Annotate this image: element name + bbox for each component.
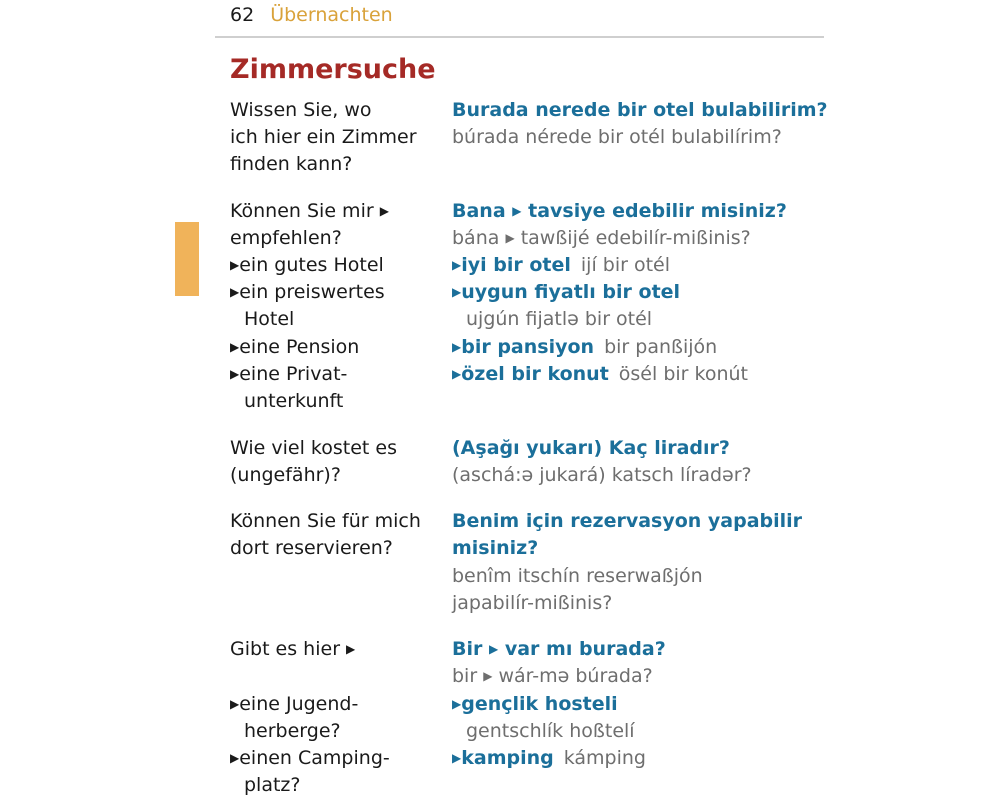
german-phrase: ▶eine Privat- — [230, 363, 348, 385]
section-name: Übernachten — [270, 4, 393, 26]
triangle-marker-icon: ▶ — [488, 642, 499, 656]
pronunciation: ijí bir otél — [580, 254, 671, 276]
pronunciation: ujgún fijatlə bir otél — [466, 308, 653, 330]
triangle-marker-icon: ▶ — [230, 258, 240, 272]
pronunciation: bána ▶ tawßijé edebilír-mißinis? — [452, 227, 751, 249]
german-phrase: platz? — [244, 774, 301, 796]
pronunciation: benîm itschín reserwaßjón — [452, 565, 703, 587]
turkish-phrase: ▶uygun fiyatlı bir otel — [452, 281, 681, 303]
triangle-marker-icon: ▶ — [452, 340, 462, 354]
triangle-marker-icon: ▶ — [452, 697, 462, 711]
triangle-marker-icon: ▶ — [452, 367, 462, 381]
turkish-phrase: Burada nerede bir otel bulabilirim? — [452, 99, 828, 121]
triangle-marker-icon: ▶ — [452, 285, 462, 299]
german-phrase: finden kann? — [230, 153, 353, 175]
german-phrase: Wissen Sie, wo — [230, 99, 372, 121]
triangle-marker-icon: ▶ — [505, 231, 515, 245]
turkish-phrase-with-pronunciation — [452, 361, 748, 388]
turkish-phrase: ▶kamping — [452, 747, 554, 769]
turkish-phrase: ▶iyi bir otel — [452, 254, 571, 276]
triangle-marker-icon: ▶ — [230, 340, 240, 354]
pronunciation: gentschlík hoßtelí — [466, 720, 635, 742]
german-phrase: Können Sie mir ▶ — [230, 200, 389, 222]
german-phrase: ▶eine Pension — [230, 336, 360, 358]
triangle-marker-icon: ▶ — [230, 367, 240, 381]
turkish-phrase: (Aşağı yukarı) Kaç liradır? — [452, 437, 730, 459]
pronunciation: bir panßijón — [604, 336, 718, 358]
turkish-phrase: Bana ▶ tavsiye edebilir misiniz? — [452, 200, 787, 222]
german-phrase: ▶eine Jugend- — [230, 693, 359, 715]
page-number: 62 — [230, 4, 255, 26]
turkish-phrase: ▶bir pansiyon — [452, 336, 595, 358]
turkish-phrase-with-pronunciation — [452, 745, 646, 772]
pronunciation: (aschá:ə jukará) katsch líradər? — [452, 464, 752, 486]
german-phrase: herberge? — [244, 720, 341, 742]
triangle-marker-icon: ▶ — [379, 204, 389, 218]
turkish-phrase-with-pronunciation — [452, 334, 717, 361]
triangle-marker-icon: ▶ — [452, 258, 462, 272]
triangle-marker-icon: ▶ — [452, 751, 462, 765]
turkish-phrase: ▶özel bir konut — [452, 363, 609, 385]
triangle-marker-icon: ▶ — [483, 669, 493, 683]
german-phrase: Können Sie für mich — [230, 510, 421, 532]
pronunciation: kámping — [563, 747, 646, 769]
pronunciation: japabilír-mißinis? — [452, 592, 613, 614]
german-phrase: ▶einen Camping- — [230, 747, 390, 769]
triangle-marker-icon: ▶ — [230, 697, 240, 711]
pronunciation: bir ▶ wár-mə búrada? — [452, 665, 653, 687]
turkish-phrase-with-pronunciation — [452, 252, 670, 279]
turkish-phrase: Benim için rezervasyon yapabilir — [452, 510, 803, 532]
triangle-marker-icon: ▶ — [230, 285, 240, 299]
pronunciation: ösél bir konút — [618, 363, 748, 385]
german-phrase: Hotel — [244, 308, 295, 330]
triangle-marker-icon: ▶ — [346, 642, 356, 656]
german-phrase: (ungefähr)? — [230, 464, 341, 486]
german-phrase: empfehlen? — [230, 227, 342, 249]
german-phrase: ▶ein preiswertes — [230, 281, 385, 303]
triangle-marker-icon: ▶ — [230, 751, 240, 765]
german-phrase: ich hier ein Zimmer — [230, 126, 417, 148]
turkish-phrase: ▶gençlik hosteli — [452, 693, 618, 715]
page-title: Zimmersuche — [230, 54, 436, 85]
german-phrase: unterkunft — [244, 390, 344, 412]
turkish-phrase: misiniz? — [452, 537, 539, 559]
turkish-phrase: Bir ▶ var mı burada? — [452, 638, 666, 660]
german-phrase: Wie viel kostet es — [230, 437, 397, 459]
german-phrase: ▶ein gutes Hotel — [230, 254, 384, 276]
german-phrase: dort reservieren? — [230, 537, 393, 559]
german-phrase: Gibt es hier ▶ — [230, 638, 356, 660]
triangle-marker-icon: ▶ — [512, 204, 522, 218]
pronunciation: búrada nérede bir otél bulabilírim? — [452, 126, 782, 148]
